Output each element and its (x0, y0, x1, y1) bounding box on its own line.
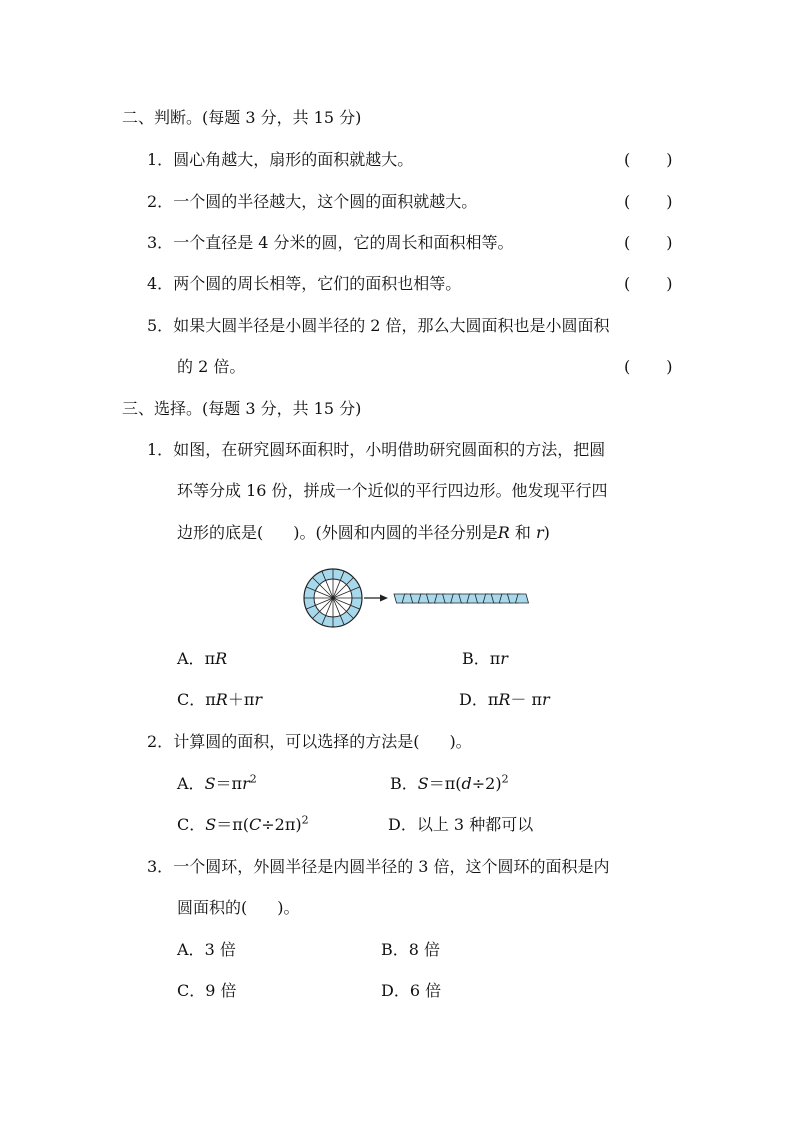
choice-q3-option-c[interactable]: C．9 倍 (177, 981, 237, 1000)
judge-item-2 (147, 192, 477, 212)
item-number: 4． (147, 274, 174, 293)
answer-blank-judge-3[interactable]: ( ) (624, 233, 673, 252)
item-number: 1． (147, 440, 174, 459)
choice-q2-option-b[interactable]: B．$S=\pi(d\div 2)^2$ (390, 772, 509, 793)
choice-q2-option-c[interactable]: C．$S=\pi(C\div 2\pi)^2$ (177, 813, 309, 834)
answer-blank-judge-1[interactable]: ( ) (624, 150, 673, 169)
section-heading-judge: 二、判断。(每题 3 分，共 15 分) (122, 108, 362, 127)
item-number: 1． (147, 150, 174, 169)
parallelogram-segment (516, 594, 529, 603)
item-number: 5． (147, 316, 174, 335)
choice-q1-line2: 环等分成 16 份，拼成一个近似的平行四边形。他发现平行四 (177, 481, 608, 500)
judge-item-5 (147, 316, 610, 336)
judge-item-1 (147, 150, 413, 170)
section-heading-choice: 三、选择。(每题 3 分，共 15 分) (122, 399, 362, 418)
item-number: 2． (147, 732, 174, 751)
item-text: 圆心角越大，扇形的面积就越大。 (173, 150, 414, 169)
choice-q3-option-d[interactable]: D．6 倍 (381, 981, 442, 1000)
item-number: 3． (147, 857, 174, 876)
choice-q1-option-a[interactable]: A．πR (177, 649, 228, 668)
item-number: 3． (147, 233, 174, 252)
choice-q3-option-b[interactable]: B．8 倍 (381, 940, 441, 959)
answer-blank-judge-5[interactable]: ( ) (624, 357, 673, 376)
answer-blank-judge-2[interactable]: ( ) (624, 192, 673, 211)
judge-item-5-continued: 的 2 倍。 (177, 357, 246, 376)
choice-q3-line2: 圆面积的( )。 (177, 898, 300, 917)
judge-item-4 (147, 274, 461, 294)
choice-q3-line1: 3．一个圆环，外圆半径是内圆半径的 3 倍，这个圆环的面积是内 (147, 857, 610, 876)
arrow-head (380, 595, 388, 602)
choice-q3-option-a[interactable]: A．3 倍 (177, 940, 236, 959)
item-text: 两个圆的周长相等，它们的面积也相等。 (173, 274, 462, 293)
judge-item-3 (147, 233, 514, 253)
choice-q1-option-d[interactable]: D．πR－ πr (459, 690, 550, 709)
item-text: 一个直径是 4 分米的圆，它的周长和面积相等。 (173, 233, 514, 252)
item-text: 如果大圆半径是小圆半径的 2 倍，那么大圆面积也是小圆面积 (173, 316, 610, 335)
choice-q2-option-d[interactable]: D．以上 3 种都可以 (388, 815, 534, 834)
choice-q2-option-a[interactable]: A．$S=\pi r^2$ (177, 772, 257, 793)
answer-blank-judge-4[interactable]: ( ) (624, 274, 673, 293)
item-number: 2． (147, 192, 174, 211)
choice-q1-line3: 边形的底是( )。(外圆和内圆的半径分别是R 和 r) (177, 523, 550, 542)
choice-q1-line1: 1．如图，在研究圆环面积时，小明借助研究圆面积的方法，把圆 (147, 440, 606, 459)
choice-q1-option-b[interactable]: B．πr (462, 649, 508, 668)
choice-q2-line1: 2．计算圆的面积，可以选择的方法是( )。 (147, 732, 472, 751)
choice-q1-option-c[interactable]: C．πR＋πr (177, 690, 262, 709)
ring-rearrangement-figure (302, 567, 532, 629)
item-text: 一个圆的半径越大，这个圆的面积就越大。 (173, 192, 478, 211)
